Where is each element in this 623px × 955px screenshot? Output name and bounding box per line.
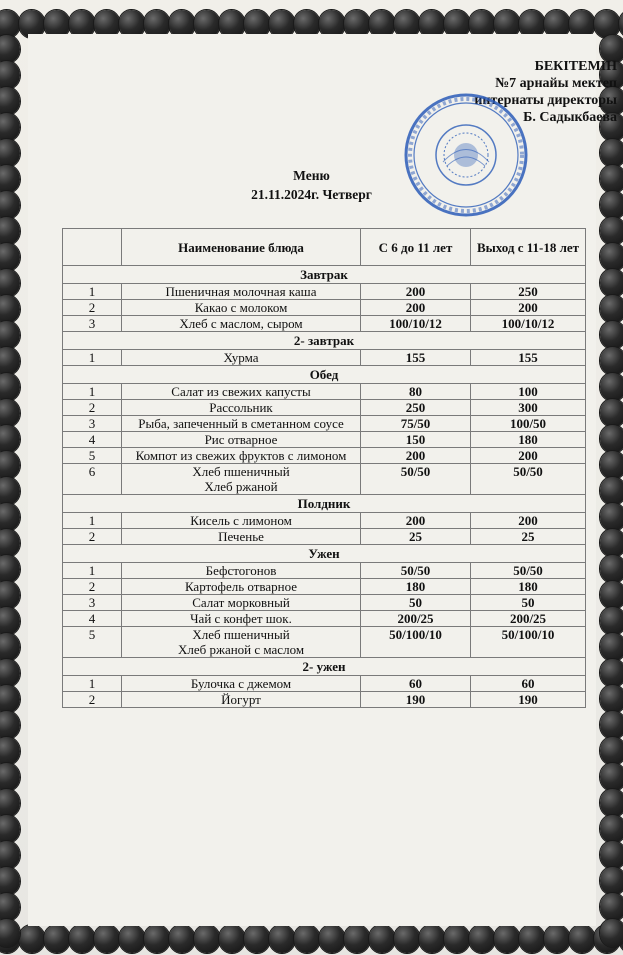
- apple-border-icon: [44, 925, 70, 953]
- portion-6-11: 80: [361, 384, 471, 400]
- apple-border-icon: [600, 477, 623, 505]
- apple-border-icon: [0, 243, 20, 271]
- portion-6-11: 200/25: [361, 611, 471, 627]
- portion-11-18: 300: [471, 400, 586, 416]
- dish-name: Рассольник: [122, 400, 361, 416]
- portion-11-18: 50: [471, 595, 586, 611]
- approval-line-1: БЕКІТЕМІН: [534, 59, 617, 74]
- apple-border-icon: [0, 425, 20, 453]
- section-title: Завтрак: [63, 266, 586, 284]
- apple-border-icon: [600, 347, 623, 375]
- apple-border-icon: [194, 925, 220, 953]
- apple-border-icon: [600, 711, 623, 739]
- row-number: 3: [63, 416, 122, 432]
- apple-border-icon: [344, 925, 370, 953]
- dish-name: Компот из свежих фруктов с лимоном: [122, 448, 361, 464]
- apple-border-icon: [0, 35, 20, 63]
- table-row: [63, 350, 586, 366]
- dish-name: Чай с конфет шок.: [122, 611, 361, 627]
- row-number: 1: [63, 513, 122, 529]
- portion-11-18: 250: [471, 284, 586, 300]
- dish-name: Бефстогонов: [122, 563, 361, 579]
- apple-border-icon: [119, 925, 145, 953]
- portion-6-11: 75/50: [361, 416, 471, 432]
- apple-border-icon: [0, 217, 20, 245]
- row-number: 2: [63, 300, 122, 316]
- portion-11-18: 200/25: [471, 611, 586, 627]
- apple-border-icon: [0, 477, 20, 505]
- dish-name: Печенье: [122, 529, 361, 545]
- section-title: Полдник: [63, 495, 586, 513]
- apple-border-icon: [600, 269, 623, 297]
- apple-border-icon: [369, 925, 395, 953]
- apple-border-icon: [600, 919, 623, 947]
- table-row: [63, 448, 586, 464]
- portion-6-11: 190: [361, 692, 471, 708]
- apple-border-icon: [0, 893, 20, 921]
- table-row: [63, 513, 586, 529]
- portion-11-18: 200: [471, 448, 586, 464]
- section-title: Ужен: [63, 545, 586, 563]
- row-number: 3: [63, 595, 122, 611]
- apple-border-icon: [600, 893, 623, 921]
- document-date: 21.11.2024г. Четверг: [251, 187, 372, 202]
- portion-11-18: 50/50: [471, 563, 586, 579]
- portion-6-11: 100/10/12: [361, 316, 471, 332]
- apple-border-icon: [0, 711, 20, 739]
- header-age-6-11: С 6 до 11 лет: [361, 229, 471, 266]
- portion-6-11: 200: [361, 300, 471, 316]
- apple-border-icon: [0, 139, 20, 167]
- apple-border-icon: [0, 789, 20, 817]
- dish-name: Рыба, запеченный в сметанном соусе: [122, 416, 361, 432]
- apple-border-icon: [0, 581, 20, 609]
- section-title: 2- завтрак: [63, 332, 586, 350]
- apple-border-icon: [600, 789, 623, 817]
- apple-border-icon: [0, 737, 20, 765]
- apple-border-icon: [0, 295, 20, 323]
- apple-border-icon: [269, 925, 295, 953]
- dish-name: Хлеб с маслом, сыром: [122, 316, 361, 332]
- dish-name: Какао с молоком: [122, 300, 361, 316]
- row-number: 2: [63, 529, 122, 545]
- portion-6-11: 150: [361, 432, 471, 448]
- apple-border-icon: [600, 763, 623, 791]
- apple-border-icon: [0, 607, 20, 635]
- apple-border-icon: [0, 321, 20, 349]
- table-row: [63, 432, 586, 448]
- table-row: [63, 316, 586, 332]
- apple-border-icon: [0, 685, 20, 713]
- dish-name: [122, 627, 361, 658]
- apple-border-icon: [19, 925, 45, 953]
- section-row: [63, 658, 586, 676]
- portion-6-11: 60: [361, 676, 471, 692]
- approval-line-2: №7 арнайы мектеп: [495, 76, 617, 91]
- apple-border-icon: [469, 925, 495, 953]
- section-row: [63, 545, 586, 563]
- table-row: [63, 300, 586, 316]
- apple-border-icon: [600, 659, 623, 687]
- row-number: 1: [63, 563, 122, 579]
- dish-name-line-1: Хлеб пшеничный: [192, 464, 290, 479]
- apple-border-icon: [600, 373, 623, 401]
- row-number: 4: [63, 611, 122, 627]
- apple-border-icon: [600, 815, 623, 843]
- section-row: [63, 495, 586, 513]
- dish-name: Салат из свежих капусты: [122, 384, 361, 400]
- table-row: [63, 400, 586, 416]
- header-age-11-18: Выход с 11-18 лет: [471, 229, 586, 266]
- table-row: [63, 284, 586, 300]
- portion-11-18: 200: [471, 513, 586, 529]
- apple-border-icon: [0, 399, 20, 427]
- row-number: 4: [63, 432, 122, 448]
- dish-name: Рис отварное: [122, 432, 361, 448]
- table-row: [63, 579, 586, 595]
- apple-border-icon: [444, 925, 470, 953]
- dish-name-line-1: Хлеб пшеничный: [192, 627, 290, 642]
- apple-border-icon: [0, 633, 20, 661]
- apple-border-icon: [600, 581, 623, 609]
- menu-table: [62, 228, 586, 708]
- apple-border-icon: [219, 925, 245, 953]
- row-number: 1: [63, 350, 122, 366]
- portion-6-11: 200: [361, 513, 471, 529]
- apple-border-icon: [0, 841, 20, 869]
- portion-11-18: 25: [471, 529, 586, 545]
- apple-border-icon: [0, 555, 20, 583]
- apple-border-icon: [600, 139, 623, 167]
- table-row: [63, 563, 586, 579]
- row-number: 1: [63, 284, 122, 300]
- apple-border-icon: [544, 925, 570, 953]
- row-number: 2: [63, 579, 122, 595]
- apple-border-icon: [600, 217, 623, 245]
- apple-border-icon: [244, 925, 270, 953]
- portion-11-18: 60: [471, 676, 586, 692]
- apple-border-icon: [0, 503, 20, 531]
- dish-name: Картофель отварное: [122, 579, 361, 595]
- dish-name: Пшеничная молочная каша: [122, 284, 361, 300]
- portion-6-11: 250: [361, 400, 471, 416]
- apple-border-icon: [0, 269, 20, 297]
- portion-11-18: 180: [471, 579, 586, 595]
- portion-11-18: 155: [471, 350, 586, 366]
- dish-name-line-2: Хлеб ржаной с маслом: [177, 642, 305, 657]
- apple-border-icon: [319, 925, 345, 953]
- apple-border-icon: [0, 373, 20, 401]
- apple-border-icon: [0, 529, 20, 557]
- header-dish-name: Наименование блюда: [122, 229, 361, 266]
- apple-border-icon: [600, 321, 623, 349]
- apple-border-icon: [519, 925, 545, 953]
- apple-border-icon: [600, 841, 623, 869]
- portion-6-11: 50: [361, 595, 471, 611]
- apple-border-icon: [600, 555, 623, 583]
- table-row: [63, 464, 586, 495]
- section-title: Обед: [63, 366, 586, 384]
- table-row: [63, 529, 586, 545]
- document-title: Меню: [293, 168, 330, 183]
- apple-border-icon: [0, 815, 20, 843]
- table-header-row: [63, 229, 586, 266]
- section-row: [63, 266, 586, 284]
- apple-border-icon: [600, 399, 623, 427]
- apple-border-icon: [144, 925, 170, 953]
- apple-border-icon: [0, 347, 20, 375]
- portion-11-18: 180: [471, 432, 586, 448]
- apple-border-icon: [294, 925, 320, 953]
- apple-border-icon: [494, 925, 520, 953]
- portion-11-18: 100/10/12: [471, 316, 586, 332]
- portion-11-18: 190: [471, 692, 586, 708]
- header-number: [63, 229, 122, 266]
- portion-6-11: 155: [361, 350, 471, 366]
- approval-line-4: Б. Садыкбаева: [523, 110, 617, 125]
- apple-border-icon: [169, 925, 195, 953]
- apple-border-icon: [600, 503, 623, 531]
- apple-border-icon: [600, 867, 623, 895]
- apple-border-icon: [0, 867, 20, 895]
- table-row: [63, 595, 586, 611]
- portion-6-11: 25: [361, 529, 471, 545]
- apple-border-icon: [600, 451, 623, 479]
- apple-border-icon: [0, 763, 20, 791]
- apple-border-icon: [600, 243, 623, 271]
- portion-11-18: 100: [471, 384, 586, 400]
- apple-border-icon: [600, 633, 623, 661]
- apple-border-icon: [0, 113, 20, 141]
- section-row: [63, 332, 586, 350]
- portion-6-11: 200: [361, 448, 471, 464]
- portion-11-18: 50/50: [471, 464, 586, 495]
- apple-border-icon: [600, 685, 623, 713]
- table-row: [63, 384, 586, 400]
- apple-border-icon: [594, 10, 620, 38]
- apple-border-icon: [0, 87, 20, 115]
- apple-border-icon: [619, 10, 623, 38]
- row-number: 1: [63, 384, 122, 400]
- dish-name: Кисель с лимоном: [122, 513, 361, 529]
- row-number: 2: [63, 400, 122, 416]
- approval-line-3: интернаты директоры: [474, 93, 617, 108]
- portion-6-11: 200: [361, 284, 471, 300]
- row-number: 6: [63, 464, 122, 495]
- table-row: [63, 627, 586, 658]
- apple-border-icon: [94, 925, 120, 953]
- section-title: 2- ужен: [63, 658, 586, 676]
- portion-6-11: 50/100/10: [361, 627, 471, 658]
- apple-border-icon: [600, 737, 623, 765]
- row-number: 2: [63, 692, 122, 708]
- section-row: [63, 366, 586, 384]
- apple-border-icon: [600, 607, 623, 635]
- dish-name: [122, 464, 361, 495]
- portion-6-11: 50/50: [361, 563, 471, 579]
- table-row: [63, 416, 586, 432]
- apple-border-icon: [394, 925, 420, 953]
- apple-border-icon: [0, 659, 20, 687]
- table-row: [63, 692, 586, 708]
- portion-11-18: 100/50: [471, 416, 586, 432]
- apple-border-icon: [569, 925, 595, 953]
- apple-border-icon: [600, 295, 623, 323]
- apple-border-icon: [0, 10, 20, 38]
- table-row: [63, 676, 586, 692]
- apple-border-icon: [0, 451, 20, 479]
- apple-border-icon: [0, 61, 20, 89]
- row-number: 5: [63, 627, 122, 658]
- portion-6-11: 50/50: [361, 464, 471, 495]
- dish-name: Булочка с джемом: [122, 676, 361, 692]
- portion-11-18: 200: [471, 300, 586, 316]
- dish-name: Йогурт: [122, 692, 361, 708]
- row-number: 5: [63, 448, 122, 464]
- portion-11-18: 50/100/10: [471, 627, 586, 658]
- dish-name: Салат морковный: [122, 595, 361, 611]
- row-number: 1: [63, 676, 122, 692]
- dish-name-line-2: Хлеб ржаной: [204, 479, 278, 494]
- dish-name: Хурма: [122, 350, 361, 366]
- portion-6-11: 180: [361, 579, 471, 595]
- row-number: 3: [63, 316, 122, 332]
- apple-border-icon: [419, 925, 445, 953]
- apple-border-icon: [600, 529, 623, 557]
- apple-border-icon: [69, 925, 95, 953]
- apple-border-icon: [600, 425, 623, 453]
- table-row: [63, 611, 586, 627]
